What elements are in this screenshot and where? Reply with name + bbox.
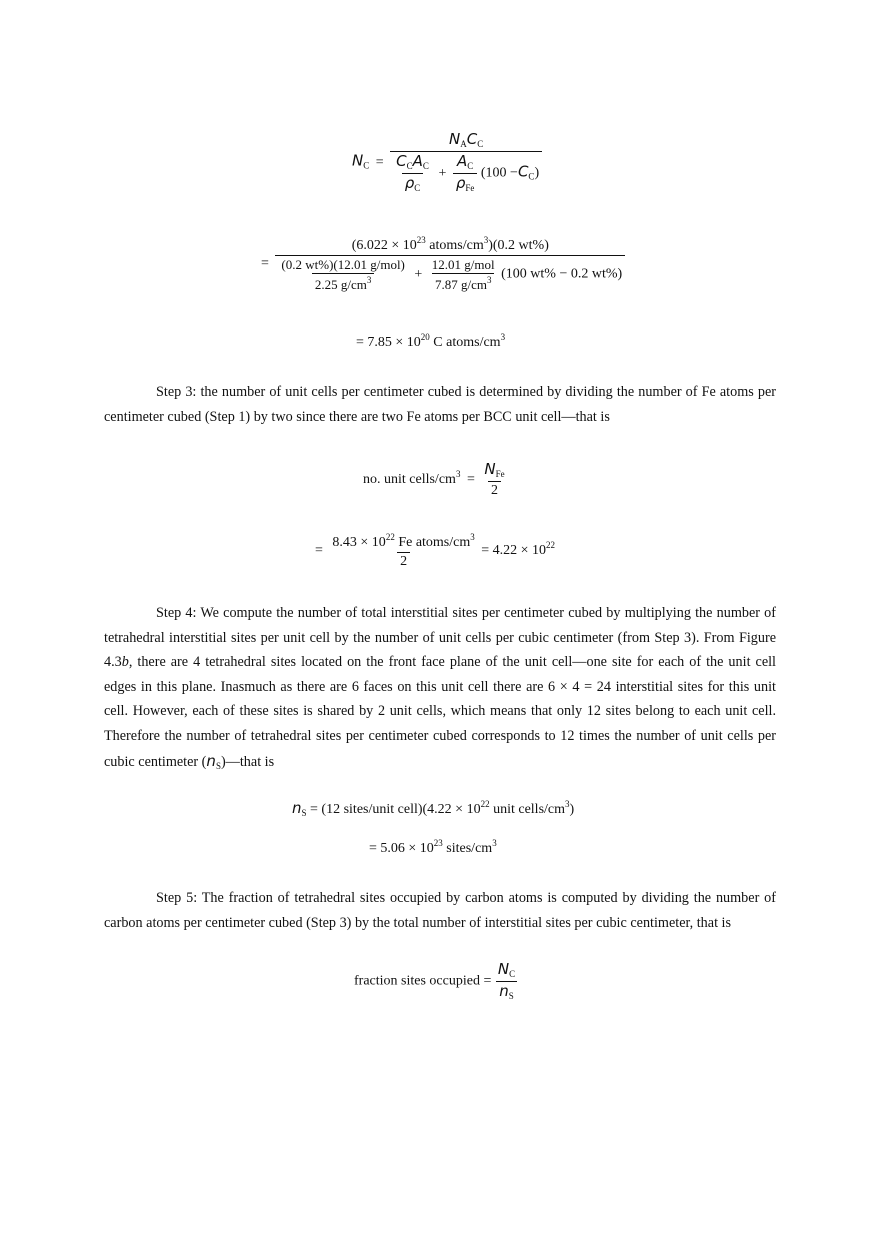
equation-fraction-occupied: fraction sites occupied = $\frac{N_C}{n_S}$ [354,960,516,1001]
step3-paragraph: Step 3: the number of unit cells per centimeter cubed is determined by dividing the number of Fe atoms per centimeter cubed (Step 1) by two since there are two Fe atoms per BCC unit cell—that is [104,384,776,425]
equation-nc-general: $N_C$ = $N_AC_C$ $\frac{C_CA_C}{\rho_C}$ + $\frac{A_C}{\rho_{Fe}}$ $(100 -C_C)$ [352,132,542,193]
step5-paragraph: Step 5: The fraction of tetrahedral sites occupied by carbon atoms is computed by dividing the number of carbon atoms per centimeter cubed (Step 3) by the total number of interstitial sites per cubic centimeter, that is [104,890,776,931]
equation-unit-cells-numeric: = $\frac{8.43 \times 10^{22} Fe atoms/cm^3}{2}$ = $4.22 \times 10^{22}$ [315,532,556,569]
equation-ns: $n_S = (12$ sites/unit cell)(4.22 × $10^{22}$ unit cells/$cm^3$) [292,799,575,818]
step4-paragraph: Step 4: We compute the number of total interstitial sites per centimeter cubed by multiplying the number of tetrahedral interstitial sites per unit cell by the number of unit cells per cubic centimeter (from Step 3). From Figure 4.3b, there are 4 tetrahedral sites located on the front face plane of the unit cell—one site for each of the unit cell edges in this plane. Inasmuch as there are 6 faces on this unit cell there are 6 × 4 = 24 interstitial sites for this unit cell. However, each of these sites is shared by 2 unit cells, which means that only 12 sites belong to each unit cell. Therefore the number of tetrahedral sites per centimeter cubed corresponds to 12 times the number of unit cells per cubic centimeter $(n_S)—that$ is [104,605,776,771]
equation-nc-numeric: = ($6.022 \times 10^{23}$ atoms/$cm^3)(0.2$ wt%) $\frac{\text{(0.2 wt\%)(12.01 g/mol)}}{2.25 g/cm^3}$ + $\frac{\text{12.01 g/mol}}{7.87 g/cm^3}$ (100 wt% − 0.2 wt%) [258,236,625,291]
equation-nc-result: = $7.85 \times 10^{20}$ C atoms/$cm^3$ [356,332,506,350]
equation-ns-result: = $5.06 \times 10^{23}$ sites/$cm^3$ [369,838,497,856]
equation-unit-cells: no. unit cells/$cm^3$ = $\frac{N_{Fe}}{2}$ [363,460,505,498]
